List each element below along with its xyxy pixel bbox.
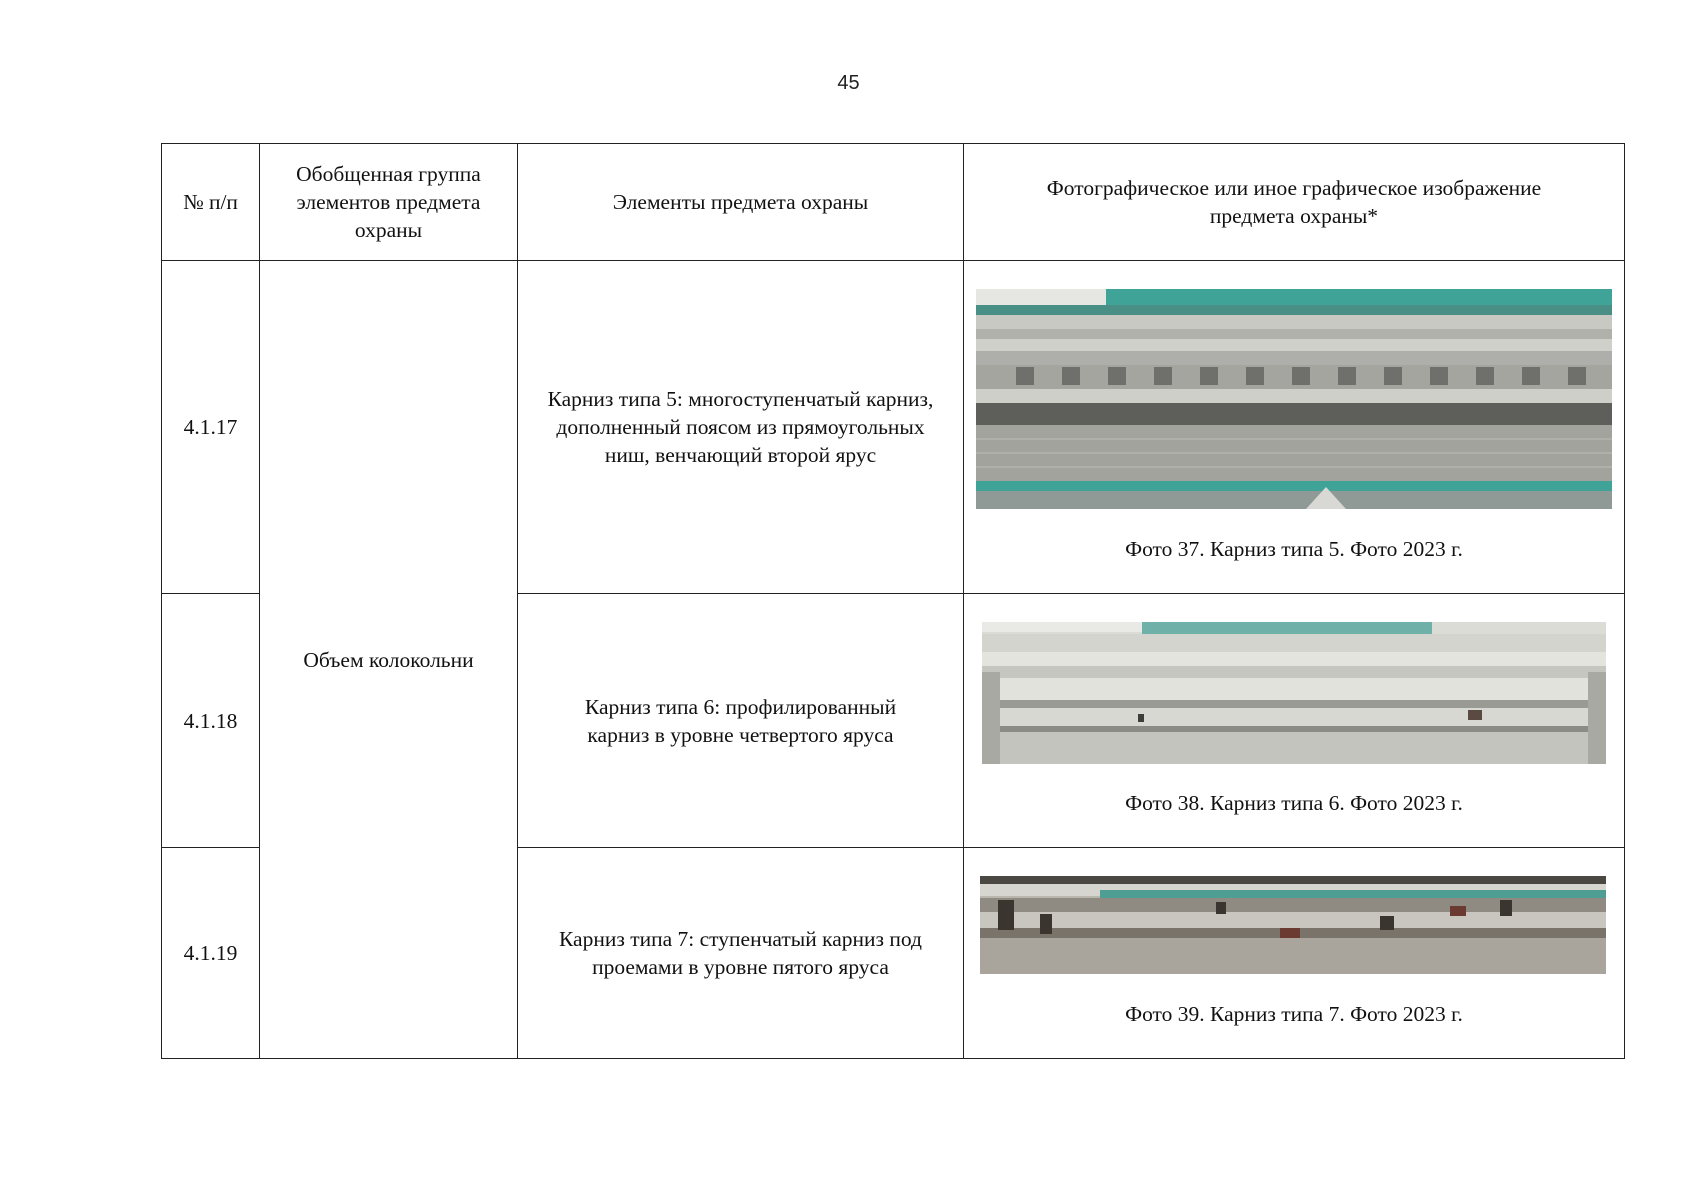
header-image (964, 144, 1625, 261)
table-row (162, 261, 1625, 594)
row-description (518, 594, 964, 848)
header-group (260, 144, 518, 261)
photo-38-cornice-type-6 (982, 622, 1606, 764)
photo-caption: Фото 37. Карниз типа 5. Фото 2023 г. (1125, 537, 1463, 561)
row-photo-cell (964, 848, 1625, 1059)
row-number: 4.1.17 (162, 261, 260, 594)
header-group-text: Обобщенная группа элементов предмета охраны (296, 162, 481, 242)
row-description-text: Карниз типа 5: многоступенчатый карниз, дополненный поясом из прямоугольных ниш, венчающий второй ярус (547, 387, 934, 467)
row-photo-cell (964, 594, 1625, 848)
table-header-row (162, 144, 1625, 261)
row-number: 4.1.19 (162, 848, 260, 1059)
row-description (518, 848, 964, 1059)
group-cell: Объем колокольни (260, 261, 518, 1059)
row-description (518, 261, 964, 594)
row-description-text: Карниз типа 6: профилированный карниз в уровне четвертого яруса (584, 694, 897, 747)
row-description-text: Карниз типа 7: ступенчатый карниз под проемами в уровне пятого яруса (558, 927, 922, 979)
photo-37-cornice-type-5 (976, 289, 1612, 509)
header-image-text: Фотографическое или иное графическое изображение предмета охраны* (1046, 176, 1542, 228)
photo-39-cornice-type-7 (980, 876, 1606, 974)
row-photo-cell (964, 261, 1625, 594)
photo-caption: Фото 39. Карниз типа 7. Фото 2023 г. (1125, 1002, 1463, 1026)
header-elements: Элементы предмета охраны (518, 144, 964, 261)
header-number: № п/п (162, 144, 260, 261)
photo-caption: Фото 38. Карниз типа 6. Фото 2023 г. (1125, 791, 1463, 815)
row-number: 4.1.18 (162, 594, 260, 848)
page-number: 45 (837, 72, 860, 94)
protection-elements-table (161, 143, 1625, 1059)
